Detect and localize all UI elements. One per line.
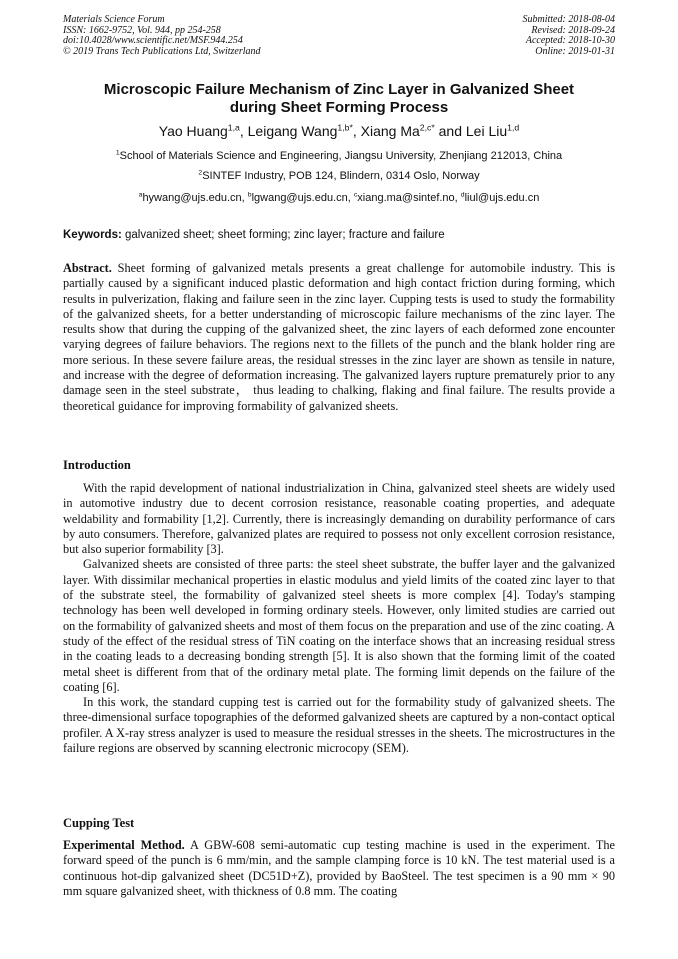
paragraph: Galvanized sheets are consisted of three parts: the steel sheet substrate, the buffer layer and the galvanized layer. With dissimilar mechanical properties in elastic modulus and yield limits of the coated zinc layer to that of the substrate steel, the formability of galvanized steel sheets is more complex [4]. Today's stamping technology has been well developed in forming ordinary steels. However, only limited studies are carried out on the formability of galvanized sheets and most of them focus on the preparation and use of the zinc coating. A study of the effect of the residual stress of TiN coating on the interface shows that an increasing residual stress in the coating leads to a decreasing bonding strength [5]. It is also shown that the forming limit of the coated metal sheet is different from that of the ordinary metal plate. The forming limit depends on the failure of the coating [6]. xyxy=(63,557,615,694)
author-separator: , xyxy=(352,123,361,139)
date-online: Online: 2019-01-31 xyxy=(535,45,615,57)
author-name: Yao Huang xyxy=(158,123,228,139)
author-affiliation-mark: 2,c* xyxy=(419,122,435,133)
section-heading-cupping-test: Cupping Test xyxy=(63,816,135,830)
abstract xyxy=(63,261,615,414)
email-address: liul@ujs.edu.cn xyxy=(464,192,540,204)
paragraph: In this work, the standard cupping test is carried out for the formability study of galvanized sheets. The three-dimensional surface topographies of the deformed galvanized sheets are captured by a non-contact optical profiler. A X-ray stress analyzer is used to measure the residual stresses in the sheets. The microstructures in the failure regions are observed by scanning electronic microcopy (SEM). xyxy=(63,695,615,756)
paper-title xyxy=(63,81,615,117)
section-heading-introduction: Introduction xyxy=(63,458,131,472)
title-line-1: Microscopic Failure Mechanism of Zinc Layer in Galvanized Sheet xyxy=(103,81,575,98)
email-address: hywang@ujs.edu.cn, xyxy=(142,192,248,204)
affiliation xyxy=(40,170,638,183)
keywords-label: Keywords: xyxy=(63,229,122,241)
abstract-label: Abstract. xyxy=(63,261,112,275)
journal-doi: doi:10.4028/www.scientific.net/MSF.944.254 xyxy=(63,35,243,46)
affiliation-mark: 1 xyxy=(115,149,120,157)
email-mark: b xyxy=(247,191,252,199)
cupping-test-body xyxy=(63,838,615,899)
author-and: and xyxy=(434,123,466,139)
author-name: Xiang Ma xyxy=(360,123,420,139)
author-affiliation-mark: 1,a xyxy=(227,122,240,133)
submission-dates xyxy=(523,15,616,57)
author-affiliation-mark: 1,b* xyxy=(337,122,353,133)
journal-copyright: © 2019 Trans Tech Publications Ltd, Switzerland xyxy=(63,45,261,57)
author-list xyxy=(63,123,615,140)
paragraph: A GBW-608 semi-automatic cup testing machine is used in the experiment. The forward speed of the punch is 6 mm/min, and the sample clamping force is 10 kN. The test material used is a continuous hot-dip galvanized sheet (DC51D+Z), provided by BaoSteel. The test specimen is a 90 mm × 90 mm square galvanized sheet, with thickness of 0.8 mm. The coating xyxy=(63,838,616,898)
affiliation-text: School of Materials Science and Engineering, Jiangsu University, Zhenjiang 212013, China xyxy=(119,150,563,162)
author-name: Leigang Wang xyxy=(247,123,338,139)
author-name: Lei Liu xyxy=(465,123,508,139)
date-accepted: Accepted: 2018-10-30 xyxy=(525,35,615,46)
paragraph: With the rapid development of national industrialization in China, galvanized steel sheets are widely used in automotive industry due to decent corrosion resistance, reasonable coating properties, and adequate weldability and formability [1,2]. Currently, there is increasingly demanding on durability performance of cars by auto consumers. Therefore, galvanized plates are required to possess not only excellent corrosion resistance, but also superior formability [3]. xyxy=(63,481,615,557)
introduction-body xyxy=(63,481,615,756)
author-emails xyxy=(40,192,638,205)
email-address: lgwang@ujs.edu.cn, xyxy=(251,192,354,204)
date-revised: Revised: 2018-09-24 xyxy=(531,24,615,36)
email-mark: a xyxy=(138,191,143,199)
date-submitted: Submitted: 2018-08-04 xyxy=(522,14,615,25)
author-separator: , xyxy=(239,123,248,139)
affiliation-text: SINTEF Industry, POB 124, Blindern, 0314 Oslo, Norway xyxy=(202,170,480,182)
journal-name: Materials Science Forum xyxy=(63,14,165,25)
email-address: xiang.ma@sintef.no, xyxy=(357,192,461,204)
abstract-text: Sheet forming of galvanized metals presents a great challenge for automobile industry. This is partially caused by a significant induced plastic deformation and high contact friction during forming, which results in pulverization, flaking and failure seen in the zinc layer. Cupping tests is used to study the formability of the galvanized sheets, for a better understanding of microscopic failure mechanisms of the zinc layer. The results show that during the cupping of the galvanized sheet, the zinc layers of each deformed zone encounter varying degrees of failure behaviors. The regions next to the fillets of the punch and the blank holder ring are more serious. In these severe failure areas, the residual stresses in the zinc layer are shown as tensile in nature, and increase with the degree of deformation increasing. The galvanized layers rupture prematurely prior to any damage seen in the steel substrate， thus leading to chalking, flaking and final failure. The results provide a theoretical guidance for improving formability of galvanized sheets. xyxy=(63,261,615,413)
author-affiliation-mark: 1,d xyxy=(507,122,520,133)
email-mark: d xyxy=(460,191,465,199)
keywords xyxy=(63,228,615,242)
affiliation-mark: 2 xyxy=(198,169,203,177)
email-mark: c xyxy=(353,191,358,199)
journal-info xyxy=(63,15,261,57)
journal-issn: ISSN: 1662-9752, Vol. 944, pp 254-258 xyxy=(63,24,221,36)
keywords-text: galvanized sheet; sheet forming; zinc layer; fracture and failure xyxy=(121,229,445,241)
subsection-label: Experimental Method. xyxy=(63,838,185,852)
affiliation xyxy=(40,150,638,163)
title-line-2: during Sheet Forming Process xyxy=(229,99,449,116)
